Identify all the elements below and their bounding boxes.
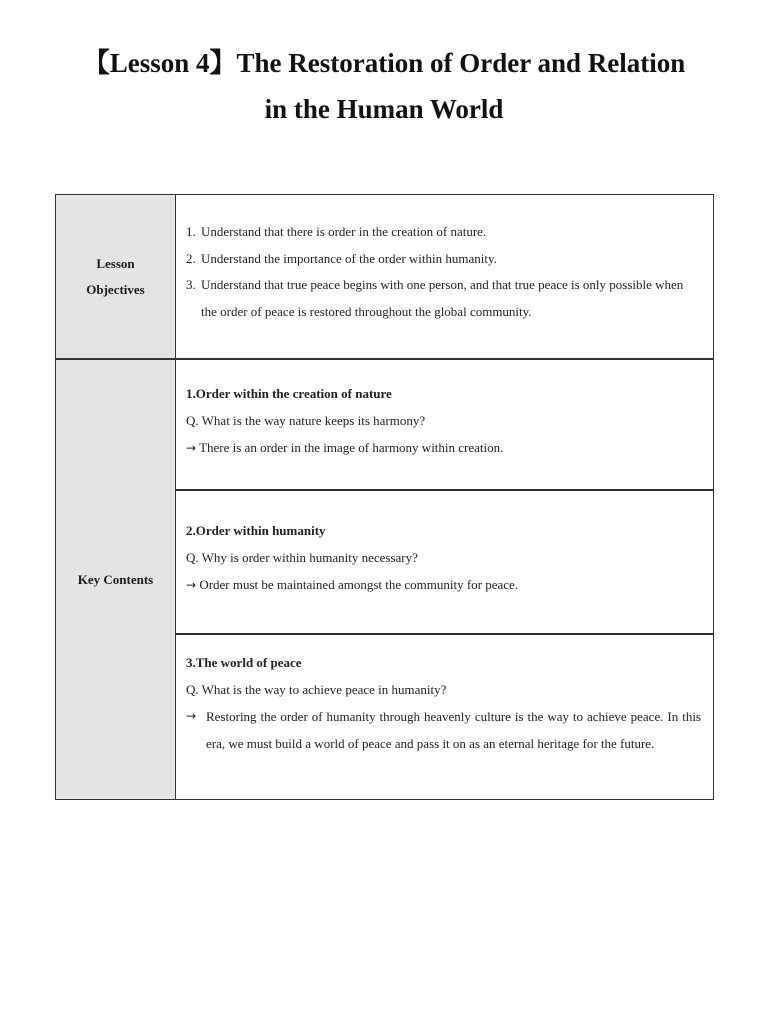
- key-contents-row-1: [56, 359, 714, 490]
- key-section-3: [186, 635, 701, 757]
- objective-text: Understand the importance of the order within humanity.: [201, 250, 497, 266]
- section-answer: [186, 571, 701, 599]
- right-arrow-icon: →: [186, 441, 197, 455]
- objectives-label-line-2: Objectives: [86, 281, 145, 297]
- section-title: 2.Order within humanity: [186, 523, 326, 538]
- key-section-1: [186, 360, 701, 462]
- right-arrow-icon: →: [186, 709, 197, 723]
- key-section-cell: [176, 359, 714, 490]
- section-question: Q. Why is order within humanity necessary?: [186, 550, 418, 565]
- title-line-1: 【Lesson 4】The Restoration of Order and Relation: [82, 48, 686, 78]
- section-question: Q. What is the way nature keeps its harmony?: [186, 413, 426, 428]
- objectives-label-cell: [56, 195, 176, 360]
- key-section-cell: [176, 634, 714, 800]
- section-answer-text: Order must be maintained amongst the community for peace.: [199, 577, 519, 592]
- objectives-label-line-1: Lesson: [96, 255, 135, 271]
- key-section-cell: [176, 490, 714, 634]
- key-section-2: [186, 491, 701, 599]
- key-contents-label: Key Contents: [77, 571, 154, 587]
- section-answer-text: There is an order in the image of harmony within creation.: [199, 440, 504, 455]
- objectives-row: [56, 195, 714, 360]
- title-line-2: in the Human World: [264, 94, 504, 124]
- objectives-list: [186, 219, 701, 325]
- objective-number: 2.: [186, 250, 196, 266]
- objective-text: Understand that there is order in the creation of nature.: [201, 224, 487, 239]
- objective-number: 3.: [186, 277, 196, 292]
- page-title: [0, 40, 768, 132]
- objective-number: 1.: [186, 224, 196, 239]
- objective-text: Understand that true peace begins with one person, and that true peace is only possible when the order of peace is restored throughout the global community.: [201, 277, 684, 319]
- section-answer: [186, 703, 701, 757]
- section-answer-text: Restoring the order of humanity through heavenly culture is the way to achieve peace. In this era, we must build a world of peace and pass it on as an eternal heritage for the future.: [206, 709, 701, 751]
- objective-item: [186, 272, 701, 325]
- section-title: 3.The world of peace: [186, 655, 302, 670]
- key-contents-label-cell: [56, 359, 176, 800]
- lesson-table: [55, 194, 714, 800]
- section-question: Q. What is the way to achieve peace in humanity?: [186, 682, 447, 697]
- objective-item: [186, 246, 701, 273]
- right-arrow-icon: →: [186, 578, 197, 592]
- objective-item: [186, 219, 701, 246]
- section-title: 1.Order within the creation of nature: [186, 386, 392, 401]
- objectives-content-cell: [176, 195, 714, 360]
- section-answer: [186, 434, 701, 462]
